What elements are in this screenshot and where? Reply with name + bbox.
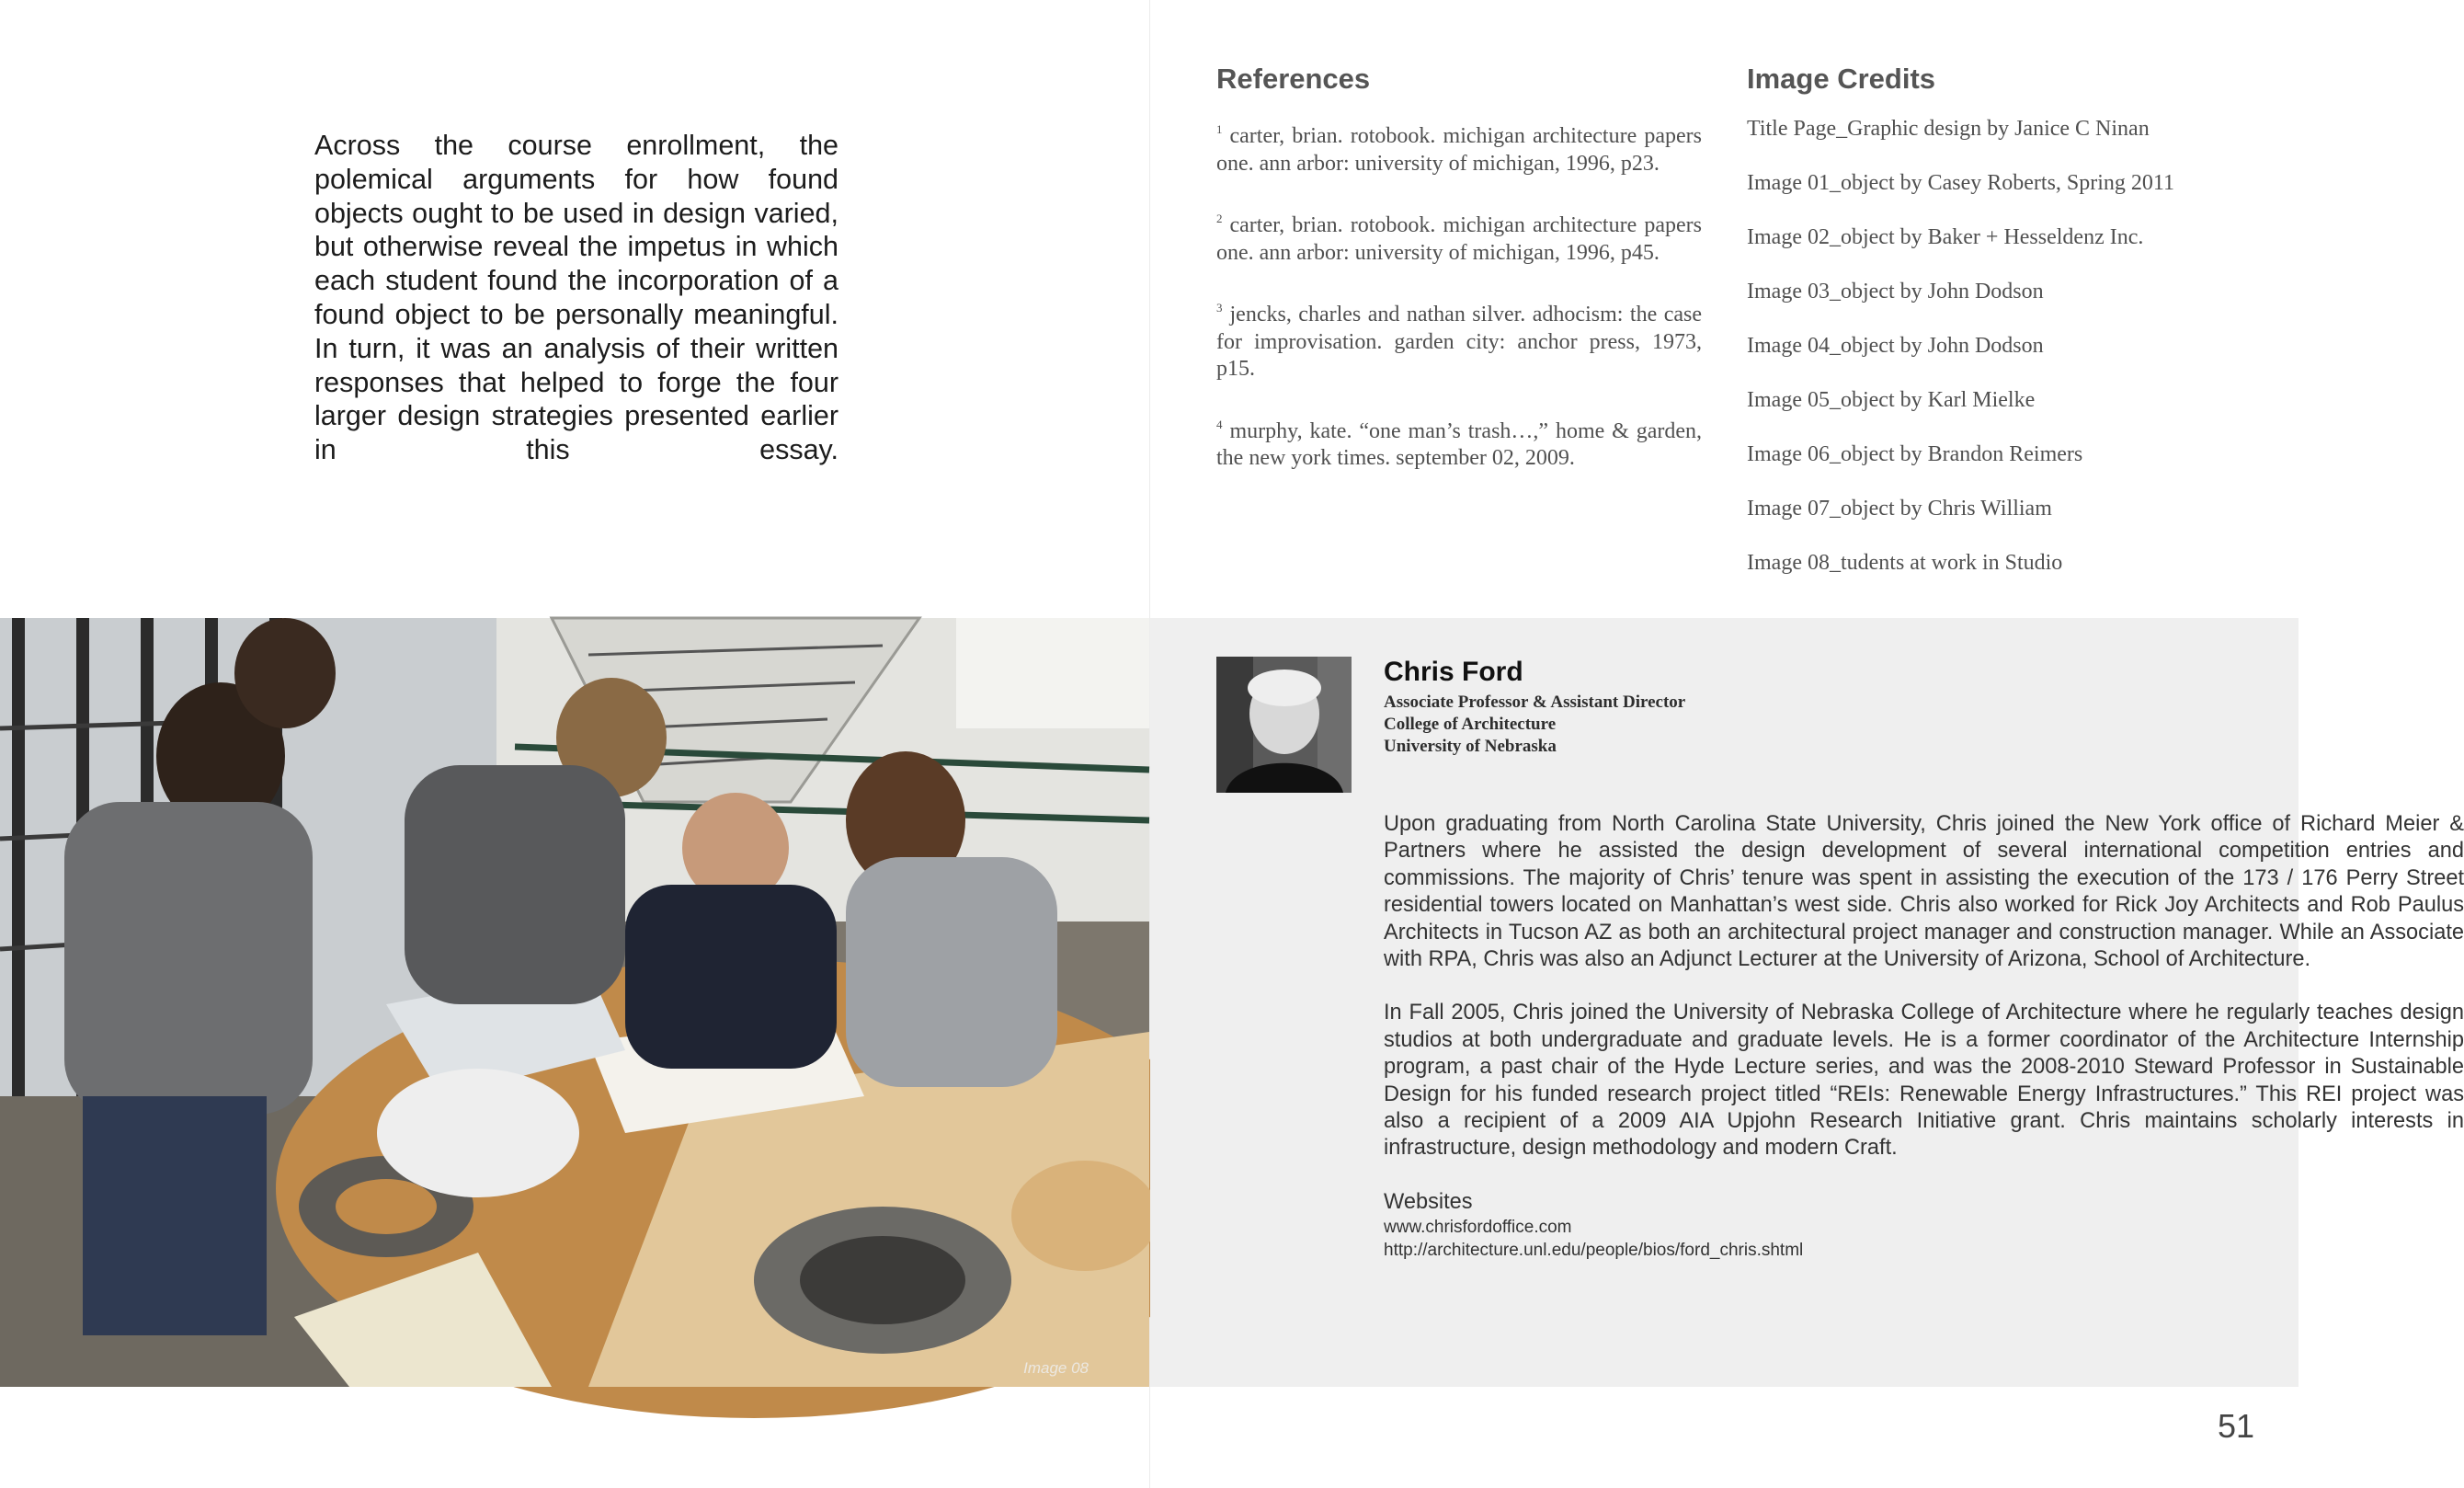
author-bio-panel bbox=[1150, 618, 2464, 1387]
references-section bbox=[1216, 63, 1702, 500]
photo-caption: Image 08 bbox=[1023, 1359, 1089, 1377]
credit-item: Image 01_object by Casey Roberts, Spring 2011 bbox=[1747, 171, 2175, 195]
intro-text: Across the course enrollment, the polemical arguments for how found objects ought to be used in design varied, but otherwise reveal the impetus in which each student found the incorporation of a found object to be personally meaningful. In turn, it was an analysis of their written responses that helped to forge the four larger design strategies presented earlier in this essay. bbox=[314, 130, 838, 466]
image-credits-heading: Image Credits bbox=[1747, 63, 1936, 95]
author-bio-body bbox=[1384, 811, 2464, 1262]
portrait-illustration bbox=[1216, 657, 1352, 793]
references-heading: References bbox=[1216, 63, 1371, 95]
website-link[interactable]: www.chrisfordoffice.com bbox=[1384, 1217, 1572, 1237]
author-portrait bbox=[1216, 657, 1352, 793]
studio-photo bbox=[0, 618, 1149, 1387]
author-title-line: University of Nebraska bbox=[1384, 737, 1557, 756]
author-title-line: College of Architecture bbox=[1384, 715, 1557, 734]
author-name: Chris Ford bbox=[1384, 657, 1523, 687]
studio-photo-illustration bbox=[0, 618, 1149, 1387]
page-number: 51 bbox=[2217, 1407, 2254, 1445]
credit-item: Image 07_object by Chris William bbox=[1747, 497, 2052, 521]
author-title bbox=[1384, 692, 1685, 758]
websites-label: Websites bbox=[1384, 1189, 1473, 1214]
bio-paragraph: In Fall 2005, Chris joined the University of Nebraska College of Architecture where he regularly teaches design studios at both undergraduate and graduate levels. He is a former coordinator of the Architecture Internship program, a past chair of the Hyde Lecture series, and was the 2008-2010 Steward Professor in Sustainable Design for his funded research project titled “REIs: Renewable Energy Infrastructures.” This REI project was also a recipient of a 2009 AIA Upjohn Research Initiative grant. Chris maintains scholarly interests in infrastructure, design methodology and modern Craft. bbox=[1384, 1001, 2464, 1161]
image-credits-section bbox=[1747, 63, 2262, 604]
credit-item: Image 05_object by Karl Mielke bbox=[1747, 388, 2036, 412]
credit-item: Image 06_object by Brandon Reimers bbox=[1747, 442, 2083, 466]
reference-item: $^3$ jencks, charles and nathan silver. adhocism: the case for improvisation. garden city: anchor press, 1973, p15. bbox=[1216, 301, 1702, 381]
credit-item: Image 04_object by John Dodson bbox=[1747, 334, 2044, 358]
intro-paragraph bbox=[314, 129, 838, 467]
credit-item: Image 08_tudents at work in Studio bbox=[1747, 551, 2063, 575]
website-link[interactable]: http://architecture.unl.edu/people/bios/ford_chris.shtml bbox=[1384, 1240, 1804, 1260]
reference-item: $^2$ carter, brian. rotobook. michigan architecture papers one. ann arbor: university of michigan, 1996, p45. bbox=[1216, 212, 1702, 265]
reference-item: $^1$ carter, brian. rotobook. michigan architecture papers one. ann arbor: university of michigan, 1996, p23. bbox=[1216, 122, 1702, 176]
credit-item: Title Page_Graphic design by Janice C Ninan bbox=[1747, 117, 2150, 141]
credit-item: Image 02_object by Baker + Hesseldenz Inc. bbox=[1747, 225, 2144, 249]
bio-paragraph: Upon graduating from North Carolina State University, Chris joined the New York office of Richard Meier & Partners where he assisted the design development of several international competition entries and commissions. The majority of Chris’ tenure was spent in assisting the execution of the 173 / 176 Perry Street residential towers located on Manhattan’s west side. Chris also worked for Rick Joy Architects and Rob Paulus Architects in Tucson AZ as both an architectural project manager and construction manager. While an Associate with RPA, Chris was also an Adjunct Lecturer at the University of Arizona, School of Architecture. bbox=[1384, 812, 2464, 972]
credit-item: Image 03_object by John Dodson bbox=[1747, 280, 2044, 303]
author-title-line: Associate Professor & Assistant Director bbox=[1384, 692, 1686, 712]
reference-item: $^4$ murphy, kate. “one man’s trash…,” home & garden, the new york times. september 02, 2009. bbox=[1216, 417, 1702, 470]
